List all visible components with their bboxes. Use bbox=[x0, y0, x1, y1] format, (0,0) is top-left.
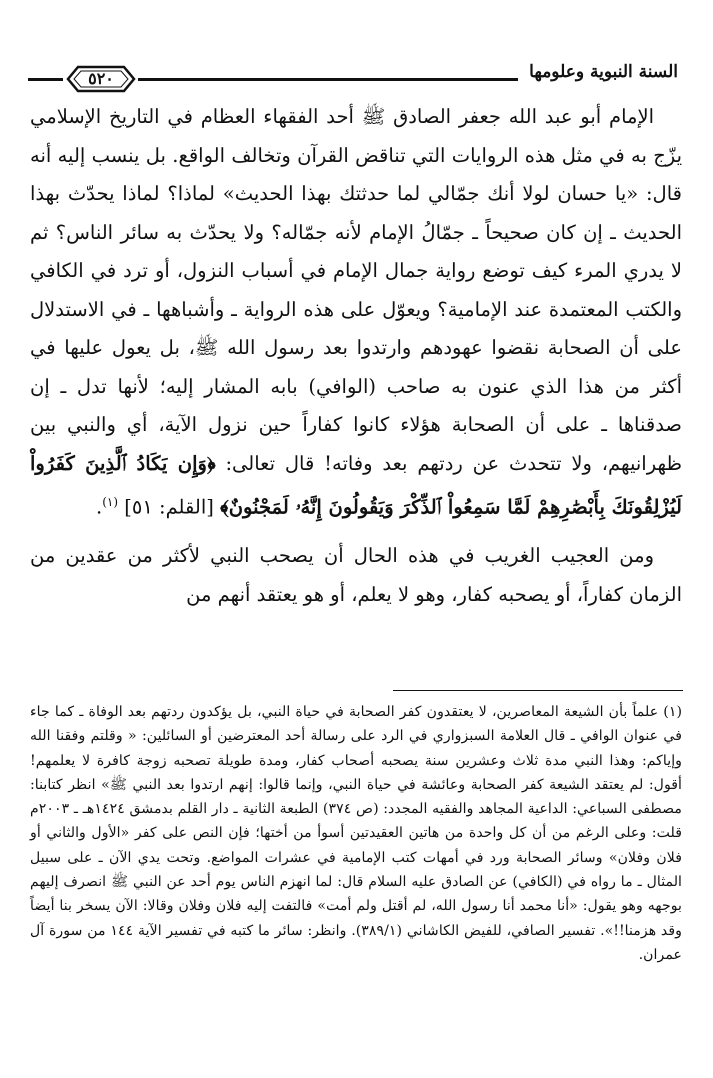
footnote-separator bbox=[393, 690, 683, 691]
page-number-frame bbox=[66, 64, 136, 94]
page-header bbox=[28, 52, 678, 96]
header-rule-left bbox=[28, 78, 63, 81]
footnotes bbox=[30, 700, 682, 967]
header-rule bbox=[138, 78, 518, 81]
quran-verse: ﴿وَإِن يَكَادُ ٱلَّذِينَ كَفَرُواْ لَيُزْلِقُونَكَ بِأَبْصَٰرِهِمْ لَمَّا سَمِعُواْ ٱلذِّكْرَ وَيَقُولُونَ إِنَّهُۥ لَمَجْنُونٌ﴾ bbox=[30, 451, 682, 519]
page-number: ٥٢٠ bbox=[88, 69, 114, 88]
footnote-marker: (١) bbox=[102, 495, 119, 509]
footnote: (١) علماً بأن الشيعة المعاصرين، لا يعتقدون كفر الصحابة في حياة النبي، بل يؤكدون ردتهم بعد الوفاة ـ كما جاء في عنوان الوافي ـ قال العلامة السبزواري في الرد على رسالة أحد المعترضين أو السائلين: « وقلتم وفقنا الله وإياكم: وهذا النبي مدة ثلاث وعشرين سنة يصحبه أصحاب كفار، ومدة طويلة تصحبه زوجة كافرة لا يعلمهم! أقول: لم يعتقد الشيعة كفر الصحابة وعائشة في حياة النبي، وإنما قالوا: إنهم ارتدوا بعد النبي ﷺ» انظر كتابنا: مصطفى السباعي: الداعية المجاهد والفقيه المجدد: (ص ٣٧٤) الطبعة الثانية ـ دار القلم بدمشق ١٤٢٤هـ ـ ٢٠٠٣م قلت: وعلى الرغم من أن كل واحدة من هاتين العقيدتين أسوأ من أختها؛ فإن النص على كفر «الأول والثاني أو فلان وفلان» وسائر الصحابة ورد في أمهات كتب الإمامية في عشرات المواضع. وتحت يدي الآن ـ على سبيل المثال ـ ما رواه في (الكافي) عن الصادق عليه السلام قال: لما انهزم الناس يوم أحد عن النبي ﷺ انصرف إليهم بوجهه وهو يقول: «أنا محمد أنا رسول الله، لم أقتل ولم أمت» فالتفت إليه فلان وفلان وقالا: الآن يسخر بنا أيضاً وقد هزمنا!!». تفسير الصافي، للفيض الكاشاني (٣٨٩/١). وانظر: سائر ما كتبه في تفسير الآية ١٤٤ من سورة آل عمران. bbox=[30, 704, 683, 963]
paragraph-text: الإمام أبو عبد الله جعفر الصادق ﷺ أحد الفقهاء العظام في التاريخ الإسلامي يزّج به في مثل هذه الروايات التي تناقض القرآن وتخالف الواقع. بل ينسب إليه أنه قال: «يا حسان لولا أنك جمّالي لما حدثتك بهذا الحديث» لماذا؟ لماذا يحدّث بهذا الحديث ـ إن كان صحيحاً ـ جمّالُ الإمام لأنه جمّاله؟ ولا يحدّث به سائر الناس؟ ثم لا يدري المرء كيف توضع رواية جمال الإمام في أسباب النزول، أو ترد في الكافي والكتب المعتمدة عند الإمامية؟ ويعوّل على هذه الرواية ـ وأشباهها ـ في الاستدلال على أن الصحابة نقضوا عهودهم وارتدوا بعد رسول الله ﷺ، بل يعول عليها في أكثر من هذا الذي عنون به صاحب (الوافي) بابه المشار إليه؛ لأنها تدل ـ إن صدقناها ـ على أن الصحابة هؤلاء كانوا كفاراً حين نزول الآية، أي والنبي بين ظهرانيهم، ولا تتحدث عن ردتهم بعد وفاته! قال تعالى: bbox=[30, 105, 682, 475]
running-title: السنة النبوية وعلومها bbox=[529, 62, 678, 82]
paragraph: ومن العجيب الغريب في هذه الحال أن يصحب النبي لأكثر من عقدين من الزمان كفاراً، أو يصحبه كفار، وهو لا يعلم، أو هو يعتقد أنهم من bbox=[30, 544, 682, 606]
paragraph bbox=[30, 98, 682, 527]
main-text bbox=[30, 98, 682, 614]
quran-reference: [القلم: ٥١] bbox=[124, 495, 214, 519]
paragraph-end: . bbox=[96, 495, 103, 519]
